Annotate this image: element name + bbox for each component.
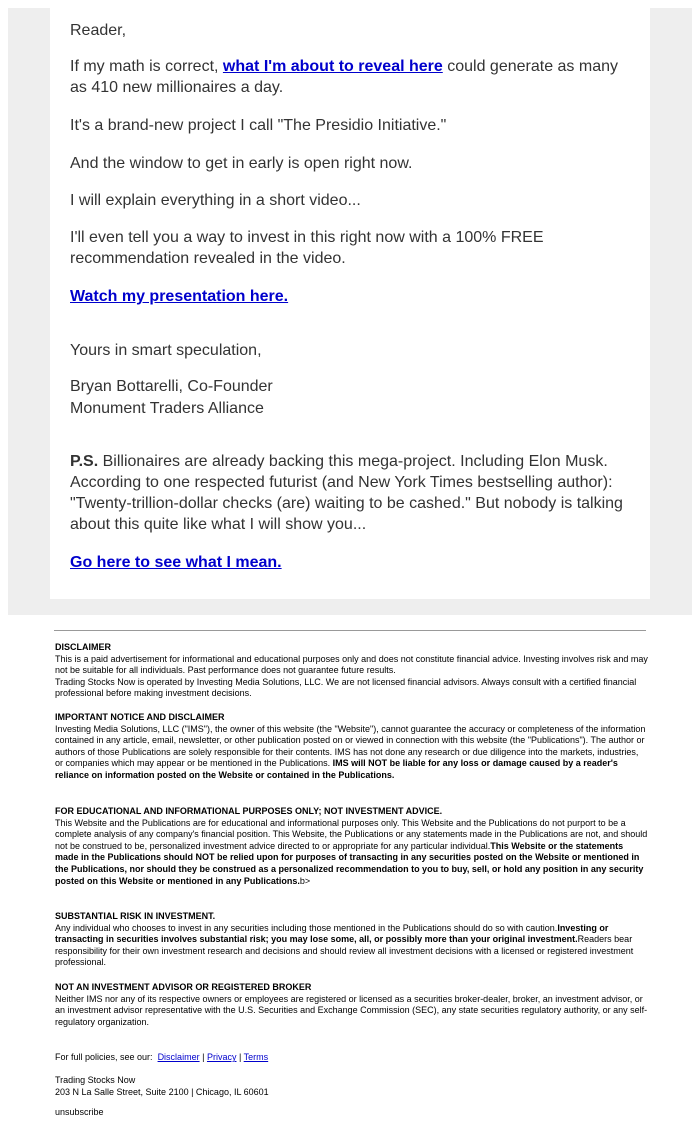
notice-text: Investing Media Solutions, LLC ("IMS"), the owner of this website (the "Website"), cannot guarantee the accuracy or completeness of the information contained in any article, email, newsletter, or other publication posted on or viewed in connection with this website (the "Publications"). The author or authors of those Publications are solely responsible for their contents. IMS has not done any research or due diligence into the markets, industries, or companies which may appear or be mentioned in the Publications.: [55, 723, 646, 769]
notice-section: [55, 712, 648, 782]
notice-bold-text: IMS will NOT be liable for any loss or damage caused by a reader's reliance on information posted on the Website or contained in the Publications.: [55, 758, 618, 780]
risk-section: [55, 911, 648, 969]
cta-paragraph-1: [70, 286, 630, 307]
disclaimer-text: This is a paid advertisement for informational and educational purposes only and does not constitute financial advice. Investing involves risk and may not be suitable for all individuals. Past performance does not guarantee future results.: [55, 653, 648, 676]
disclaimer-heading: DISCLAIMER: [55, 642, 111, 652]
company-street: 203 N La Salle Street, Suite 2100 | Chicago, IL 60601: [55, 1086, 269, 1097]
disclaimer-link[interactable]: Disclaimer: [157, 1052, 200, 1062]
terms-link[interactable]: Terms: [243, 1052, 269, 1062]
company-address: [55, 1075, 648, 1098]
ps-label: P.S.: [70, 453, 99, 470]
notice-heading: IMPORTANT NOTICE AND DISCLAIMER: [55, 712, 225, 722]
signature-name: Bryan Bottarelli, Co-Founder: [70, 378, 273, 395]
greeting: Reader,: [70, 22, 127, 39]
paragraph-video: I will explain everything in a short video...: [70, 192, 361, 209]
disclaimer-text-2: Trading Stocks Now is operated by Investing Media Solutions, LLC. We are not licensed financial advisors. Always consult with a certified financial professional before making investment decisions.: [55, 676, 637, 699]
educational-section: [55, 806, 648, 887]
company-name: Trading Stocks Now: [55, 1075, 136, 1085]
educational-tail: b>: [299, 875, 311, 886]
paragraph-project: It's a brand-new project I call "The Presidio Initiative.": [70, 117, 447, 134]
paragraph-math: If my math is correct, what I'm about to reveal here could generate as many as 410 new millionaires a day.: [70, 58, 618, 96]
disclaimer-section: [55, 642, 648, 700]
educational-heading: FOR EDUCATIONAL AND INFORMATIONAL PURPOSES ONLY; NOT INVESTMENT ADVICE.: [55, 806, 443, 816]
risk-bold-text: Investing or transacting in securities involves substantial risk; you may lose some, all, or possibly more than your original investment.: [55, 922, 609, 945]
advisor-text: Neither IMS nor any of its respective owners or employees are registered or licensed as a securities broker-dealer, broker, an investment advisor, or an investment advisor representative with the U.S. Securities and Exchange Commission (SEC), any state securities regulatory authority, or any self-regulatory organization.: [55, 993, 648, 1027]
paragraph-window: And the window to get in early is open right now.: [70, 155, 413, 172]
see-what-i-mean-link[interactable]: Go here to see what I mean.: [70, 554, 282, 571]
signoff: Yours in smart speculation,: [70, 342, 262, 359]
risk-text: Any individual who chooses to invest in any securities including those mentioned in the Publications should do so with caution.: [55, 922, 558, 933]
reveal-link[interactable]: what I'm about to reveal here: [222, 58, 443, 75]
paragraph-free: I'll even tell you a way to invest in this right now with a 100% FREE recommendation revealed in the video.: [70, 229, 544, 267]
watch-presentation-link[interactable]: Watch my presentation here.: [70, 288, 289, 305]
advisor-heading: NOT AN INVESTMENT ADVISOR OR REGISTERED BROKER: [55, 982, 312, 992]
postscript: P.S. Billionaires are already backing this mega-project. Including Elon Musk. According to one respected futurist (and New York Times bestselling author): "Twenty-trillion-dollar checks (are) waiting to be cashed." But nobody is talking about this quite like what I will show you...: [70, 453, 623, 533]
educational-bold-text: This Website or the statements made in the Publications should NOT be relied upon for purposes of transacting in any securities posted on the Website or mentioned in the Publications, nor should they be construed as a personalized recommendation to you to buy, sell, or hold any position in any security posted on this Website or mentioned in any Publications.: [55, 840, 644, 886]
letter-card: [50, 8, 650, 599]
risk-heading: SUBSTANTIAL RISK IN INVESTMENT.: [55, 911, 216, 921]
unsubscribe-line: [55, 1107, 648, 1119]
educational-text: This Website and the Publications are for educational and informational purposes only. This Website and the Publications do not purport to be a complete analysis of any company's financial position. This Website, the Publications or any statements made in the Publications are not, and should not be construed to be, personalized investment advice directed to or appropriate for any particular individual.: [55, 817, 648, 851]
cta-paragraph-2: [70, 552, 630, 573]
footer-divider: [54, 630, 646, 631]
privacy-link[interactable]: Privacy: [206, 1052, 237, 1062]
unsubscribe-link[interactable]: unsubscribe: [55, 1107, 104, 1117]
policies-line: For full policies, see our: Disclaimer | Privacy | Terms: [55, 1052, 269, 1062]
signature-org: Monument Traders Alliance: [70, 400, 264, 417]
advisor-section: [55, 982, 648, 1028]
risk-tail: Readers bear responsibility for their own investment research and decisions and should review all investment decisions with a licensed or registered investment professional.: [55, 934, 634, 968]
